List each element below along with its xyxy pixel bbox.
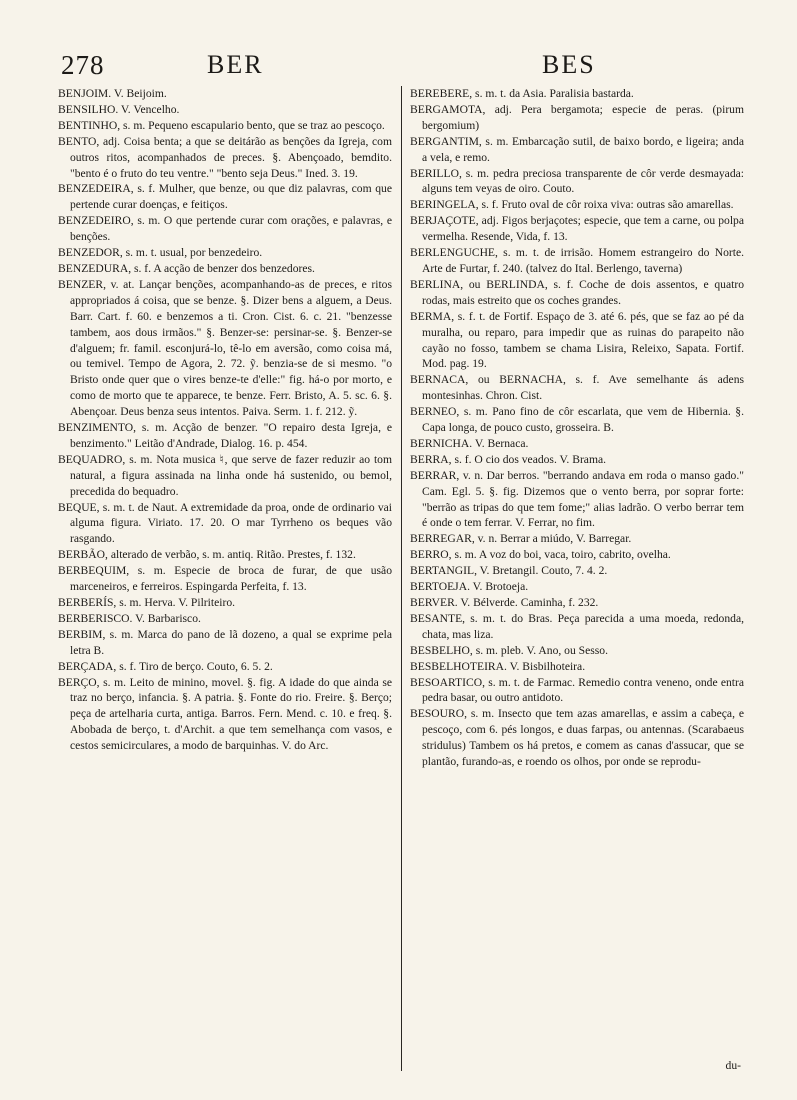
- entry-besbelhoteira: BESBELHOTEIRA. V. Bisbilhoteira.: [410, 659, 586, 673]
- entry-bercada: BERÇADA, s. f. Tiro de berço. Couto, 6. 5. 2.: [58, 659, 273, 673]
- entry-berra: BERRA, s. f. O cio dos veados. V. Brama.: [410, 452, 607, 466]
- entry-benzedeiro: BENZEDEIRO, s. m. O que pertende curar com orações, e palavras, e benções.: [58, 214, 392, 244]
- entry-besoartico: BESOARTICO, s. m. t. de Farmac. Remedio contra veneno, onde entra pedra basar, ou outro antidoto.: [410, 675, 744, 705]
- entry-bentinho: BENTINHO, s. m. Pequeno escapulario bento, que se traz ao pescoço.: [58, 118, 385, 132]
- entry-benzimento: BENZIMENTO, s. m. Acção de benzer. "O repairo desta Igreja, e benzimento." Leitão d'Andrade, Dialog. 16. p. 454.: [58, 421, 392, 450]
- entry-berbequim: BERBEQUIM, s. m. Especie de broca de furar, de que usão marceneiros, e ferreiros. Espingarda Perfeita, f. 13.: [58, 564, 392, 594]
- page-header: [55, 50, 745, 90]
- entry-berregar: BERREGAR, v. n. Berrar a miúdo, V. Barregar.: [410, 532, 632, 546]
- entry-berillo: BERILLO, s. m. pedra preciosa transparente de côr verde desmayada: alguns tem veyas de oiro. Couto.: [410, 166, 744, 196]
- entry-bertoeja: BERTOEJA. V. Brotoeja.: [410, 580, 529, 594]
- entry-berlina: BERLINA, ou BERLINDA, s. f. Coche de dois assentos, e quatro rodas, mais estreito que os coches grandes.: [410, 277, 744, 307]
- entry-berbao: BERBÃO, alterado de verbão, s. m. antiq. Ritão. Prestes, f. 132.: [58, 548, 356, 562]
- entry-berjacote: BERJAÇOTE, adj. Figos berjaçotes; especie, que tem a carne, ou polpa vermelha. Resende, Vida, f. 13.: [410, 214, 744, 244]
- entry-berma: BERMA, s. f. t. de Fortif. Espaço de 3. até 6. pés, que se faz ao pé da muralha, ou reparo, para impedir que as ruinas do parapeito não cayão no fosso, tambem se chama Lisira, Releixo, Sapata. Fortif. Mod. pag. 19.: [410, 309, 744, 371]
- entry-berro: BERRO, s. m. A voz do boi, vaca, toiro, cabrito, ovelha.: [410, 548, 671, 562]
- entry-berco: BERÇO, s. m. Leito de minino, movel. §. fig. A idade do que ainda se traz no berço, infancia. §. A patria. §. Fonte do rio. Freire. §. Berço; peça de artelharia curta, antiga. Barros. Fern. Mend. c. 10. e freq. §. Abobada de berço, t. d'Archit. a que tem semelhança com vasos, e cestos semicirculares, a modo de barquinhas. V. do Arc.: [58, 675, 392, 753]
- entry-bertangil: BERTANGIL, V. Bretangil. Couto, 7. 4. 2.: [410, 564, 608, 578]
- entry-beque: BEQUE, s. m. t. de Naut. A extremidade da proa, onde de ordinario vai alguma figura. Viriato. 17. 20. O mar Tyrrheno os beques vão rasgando.: [58, 500, 392, 546]
- entry-besbelho: BESBELHO, s. m. pleb. V. Ano, ou Sesso.: [410, 643, 608, 657]
- right-running-head: BES: [542, 50, 596, 79]
- entry-bequadro: BEQUADRO, s. m. Nota musica ♮, que serve de fazer reduzir ao tom natural, a figura assinada na linha onde há sustenido, ou bemol, precedida do bequadro.: [58, 452, 392, 498]
- entry-besante: BESANTE, s. m. t. do Bras. Peça parecida a uma moeda, redonda, chata, mas liza.: [410, 611, 744, 641]
- dictionary-columns: [58, 86, 743, 1086]
- entry-bergamota: BERGAMOTA, adj. Pera bergamota; especie de peras. (pirum bergomium): [410, 102, 744, 132]
- entry-berlenguche: BERLENGUCHE, s. m. t. de irrisão. Homem estrangeiro do Norte. Arte de Furtar, f. 240. (talvez do Ital. Berlengo, taverna): [410, 246, 744, 275]
- entry-berbim: BERBIM, s. m. Marca do pano de lã dozeno, a qual se exprime pela letra B.: [58, 627, 392, 657]
- entry-benzer: BENZER, v. at. Lançar benções, acompanhando-as de preces, e ritos appropriados á coisa, que se benze. §. Dizer bens a alguem, a Deus. Barr. Cart. f. 60. e benzemos a ti. Cron. Cist. 6. c. 21. "benzesse tambem, aos dous irmãos." §. Benzer-se: persinar-se. §. Benzer-se d'alguem; fr. famil. esconjurá-lo, tê-lo em aversão, como coisa má, ou temivel. Tempo de Agora, 2. 72. ỹ. benzia-se de si mesmo. "o Bristo onde quer que o vires benze-te d'elle:" fig. há-o por morto, e como de morto que te apparece, te benze. Ferr. Bristo, A. 5. sc. 6. §. Abençoar. Deus benza seus intentos. Paiva. Serm. 1. f. 212. ỹ.: [58, 277, 392, 419]
- catchword: du-: [725, 1059, 741, 1072]
- entry-bento: BENTO, adj. Coisa benta; a que se deitárão as benções da Igreja, com outros ritos, acompanhados de preces. §. Abençoado, bemdito. "bento é o fruto do teu ventre." "bento seja Deus." Ined. 3. 19.: [58, 134, 392, 180]
- entry-berebere: BEREBERE, s. m. t. da Asia. Paralisia bastarda.: [410, 87, 634, 100]
- right-column: [410, 86, 744, 770]
- entry-bernaca: BERNACA, ou BERNACHA, s. f. Ave semelhante ás adens montesinhas. Chron. Cist.: [410, 373, 744, 403]
- entry-berneo: BERNEO, s. m. Pano fino de côr escarlata, que vem de Hibernia. §. Capa longa, de pouco custo, grosseira. B.: [410, 405, 744, 435]
- entry-benzedor: BENZEDOR, s. m. t. usual, por benzedeiro.: [58, 246, 263, 260]
- entry-benzedura: BENZEDURA, s. f. A acção de benzer dos benzedores.: [58, 261, 315, 275]
- entry-bernicha: BERNICHA. V. Bernaca.: [410, 436, 529, 450]
- entry-beringela: BERINGELA, s. f. Fruto oval de côr roixa viva: outras são amarellas.: [410, 198, 734, 212]
- entry-berver: BERVER. V. Bélverde. Caminha, f. 232.: [410, 596, 599, 609]
- entry-bergantim: BERGANTIM, s. m. Embarcação sutil, de baixo bordo, e ligeira; anda a vela, e remo.: [410, 134, 744, 164]
- page-number: 278: [61, 50, 105, 80]
- entry-besouro: BESOURO, s. m. Insecto que tem azas amarellas, e assim a cabeça, e pescoço, com 6. pés longos, e duas farpas, ou antennas. (Scarabaeus stridulus) Tambem os há pretos, e comem as canas d'assucar, que se plantão, furando-as, e roendo os olhos, por onde se reprodu-: [410, 707, 744, 769]
- entry-berberis: BERBERÍS, s. m. Herva. V. Pilriteiro.: [58, 596, 236, 609]
- entry-berberisco: BERBERISCO. V. Barbarisco.: [58, 611, 201, 625]
- left-column: [58, 86, 392, 754]
- entry-bensilho: BENSILHO. V. Vencelho.: [58, 102, 180, 116]
- entry-berrar: BERRAR, v. n. Dar berros. "berrando andava em roda o manso gado." Cam. Egl. 5. §. fig. Dizemos que o vento berra, por soprar forte: "berrão as tripas do que tem fome;" alias ladrão. O verbo berrar tem é onde o tem ferrar. V. Ferrar, no fim.: [410, 468, 744, 530]
- entry-benjoim: BENJOIM. V. Beijoim.: [58, 87, 167, 100]
- left-running-head: BER: [207, 50, 264, 79]
- column-divider: [401, 86, 402, 1071]
- entry-benzedeira: BENZEDEIRA, s. f. Mulher, que benze, ou que diz palavras, com que pertende curar doenças, e feitiços.: [58, 182, 392, 212]
